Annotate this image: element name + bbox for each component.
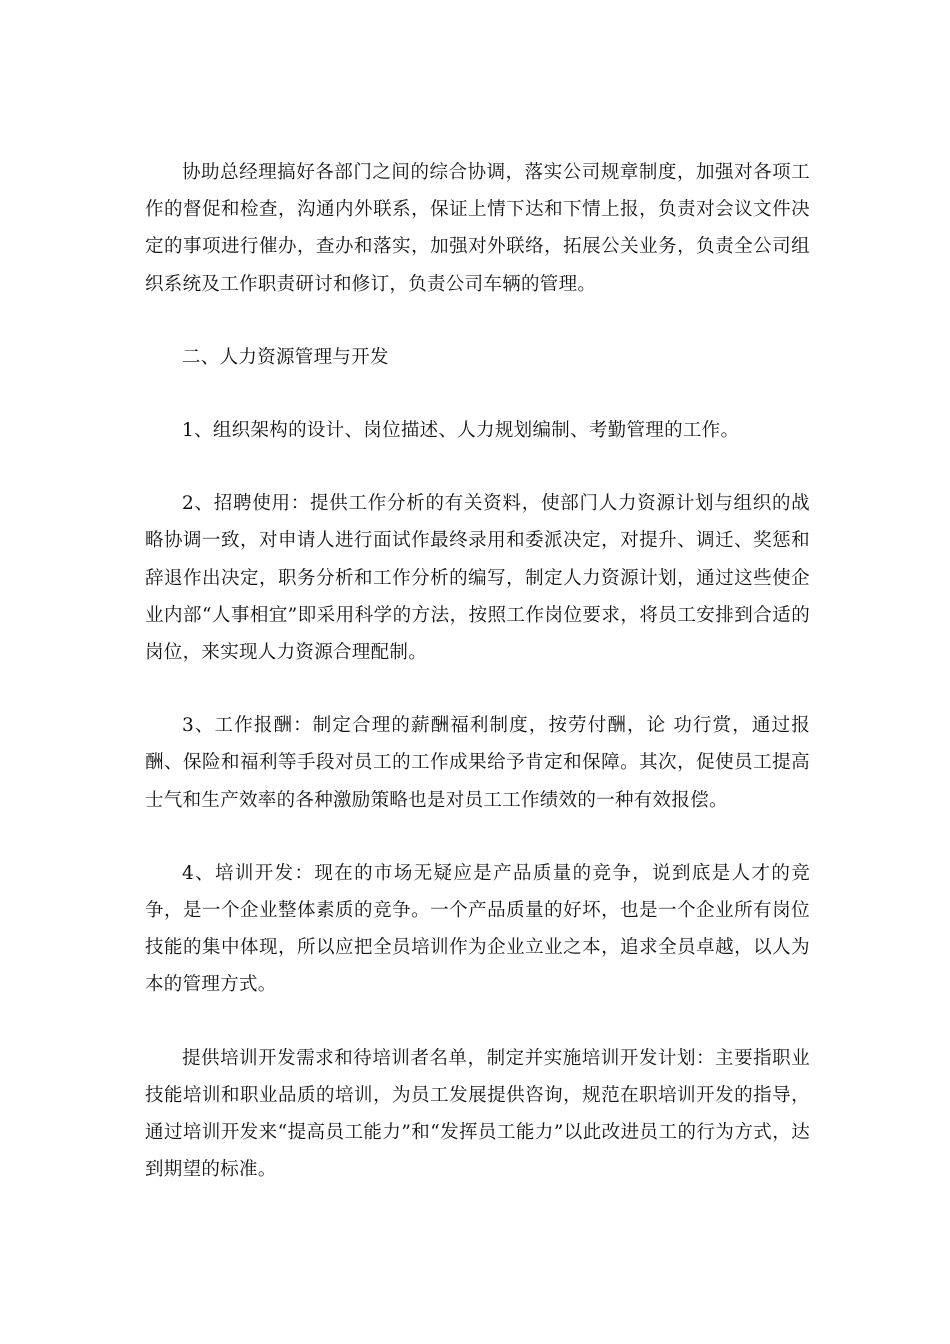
paragraph-item-1: 1、组织架构的设计、岗位描述、人力规划编制、考勤管理的工作。 <box>182 420 740 442</box>
document-body <box>145 154 810 1188</box>
paragraph-item-3: 3、工作报酬：制定合理的薪酬福利制度，按劳付酬，论 功行赏，通过报酬、保险和福利等手段对员工的工作成果给予肯定和保障。其次，促使员工提高士气和生产效率的各种激励策略也是对员工工作绩效的一种有效报偿。 <box>145 715 810 811</box>
section-heading-hr: 二、人力资源管理与开发 <box>182 346 389 368</box>
paragraph-item-2: 2、招聘使用：提供工作分析的有关资料，使部门人力资源计划与组织的战略协调一致，对申请人进行面试作最终录用和委派决定，对提升、调迁、奖惩和辞退作出决定，职务分析和工作分析的编写，制定人力资源计划，通过这些使企业内部“人事相宜”即采用科学的方法，按照工作岗位要求，将员工安排到合适的岗位，来实现人力资源合理配制。 <box>145 493 810 664</box>
paragraph-training-plan: 提供培训开发需求和待培训者名单，制定并实施培训开发计划：主要指职业技能培训和职业品质的培训，为员工发展提供咨询，规范在职培训开发的指导，通过培训开发来“提高员工能力”和“发挥员工能力”以此改进员工的行为方式，达到期望的标准。 <box>145 1047 810 1181</box>
paragraph-admin-duties: 协助总经理搞好各部门之间的综合协调，落实公司规章制度，加强对各项工作的督促和检查，沟通内外联系，保证上情下达和下情上报，负责对会议文件决定的事项进行催办，查办和落实，加强对外联络，拓展公关业务，负责全公司组织系统及工作职责研讨和修订，负责公司车辆的管理。 <box>145 162 810 295</box>
paragraph-item-4: 4、培训开发：现在的市场无疑应是产品质量的竞争，说到底是人才的竞争，是一个企业整体素质的竞争。一个产品质量的好坏，也是一个企业所有岗位技能的集中体现，所以应把全员培训作为企业立业之本，追求全员卓越，以人为本的管理方式。 <box>145 862 810 996</box>
